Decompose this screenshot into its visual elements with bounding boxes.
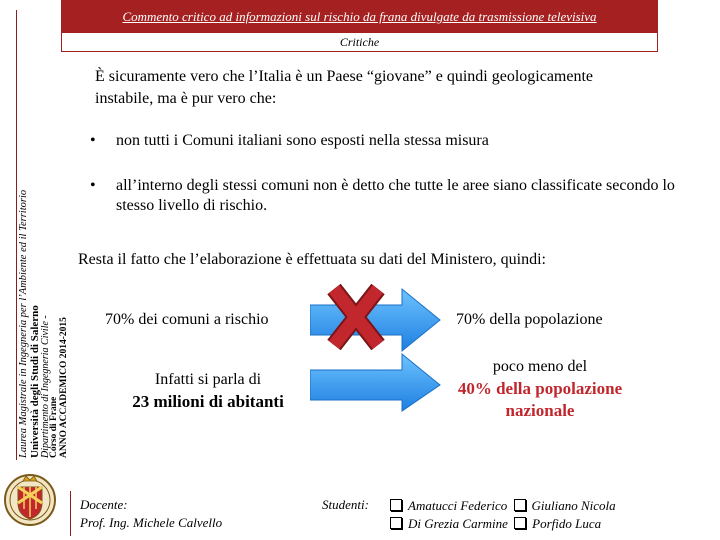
docente-label: Docente: (80, 497, 128, 512)
abitanti-intro: Infatti si parla di (154, 371, 262, 388)
student-name: Amatucci Federico (408, 498, 508, 513)
student-name: Porfido Luca (532, 516, 602, 531)
bullet-item (90, 176, 706, 216)
bullet-item (90, 131, 706, 151)
page-title: Commento critico ad informazioni sul rischio da frana divulgate da trasmissione televisiva (122, 9, 597, 24)
section-title: Critiche (339, 35, 380, 49)
student-name: Giuliano Nicola (531, 498, 616, 513)
academic-year: ANNO ACCADEMICO 2014-2015 (59, 317, 69, 458)
university-seal-icon (3, 465, 57, 535)
studenti-label: Studenti: (322, 497, 369, 512)
popolazione-label: 70% della popolazione (456, 311, 603, 328)
percentuale-suffix: nazionale (505, 401, 575, 420)
bullet-marker: • (90, 177, 96, 194)
checkbox-icon (390, 499, 402, 511)
abitanti-label (118, 369, 298, 413)
university-name: Università degli Studi di Salerno (29, 305, 41, 458)
percentuale-value: 40% della popolazione (457, 379, 623, 398)
bullet-text: non tutti i Comuni italiani sono esposti nella stessa misura (116, 132, 489, 149)
checkbox-icon (514, 517, 526, 529)
checkbox-icon (514, 499, 526, 511)
comuni-rischio-label: 70% dei comuni a rischio (105, 311, 269, 328)
conclusion-text: Resta il fatto che l’elaborazione è effettuata su dati del Ministero, quindi: (78, 251, 546, 268)
abitanti-value: 23 milioni di abitanti (132, 392, 284, 411)
docente-name: Prof. Ing. Michele Calvello (80, 515, 223, 530)
arrows-graphic (310, 283, 445, 413)
students-row (390, 497, 616, 515)
section-header (61, 33, 658, 52)
bullet-marker: • (90, 132, 96, 149)
student-name: Di Grezia Carmine (408, 516, 508, 531)
header-bar (61, 0, 658, 33)
intro-paragraph: È sicuramente vero che l’Italia è un Paese “giovane” e quindi geologicamente instabile, ma è pur vero che: (95, 68, 594, 107)
bullet-text: all’interno degli stessi comuni non è detto che tutte le aree siano classificate secondo lo stesso livello di rischio. (116, 177, 675, 214)
course-name: Corso di Frane (49, 396, 59, 458)
students-row (390, 515, 616, 533)
left-sidebar (0, 0, 69, 462)
checkbox-icon (390, 517, 402, 529)
arrow-right-icon (310, 354, 440, 411)
department-label: Dipartimento di Ingegneria Civile (40, 321, 51, 458)
footer-divider (70, 491, 71, 536)
percentuale-label (440, 356, 640, 422)
sidebar-divider (16, 10, 17, 460)
department-separator: - (40, 315, 51, 322)
percentuale-intro: poco meno del (492, 358, 588, 375)
program-name: Laurea Magistrale in Ingegneria per l’Ambiente ed il Territorio (18, 189, 29, 458)
students-list (390, 497, 616, 533)
